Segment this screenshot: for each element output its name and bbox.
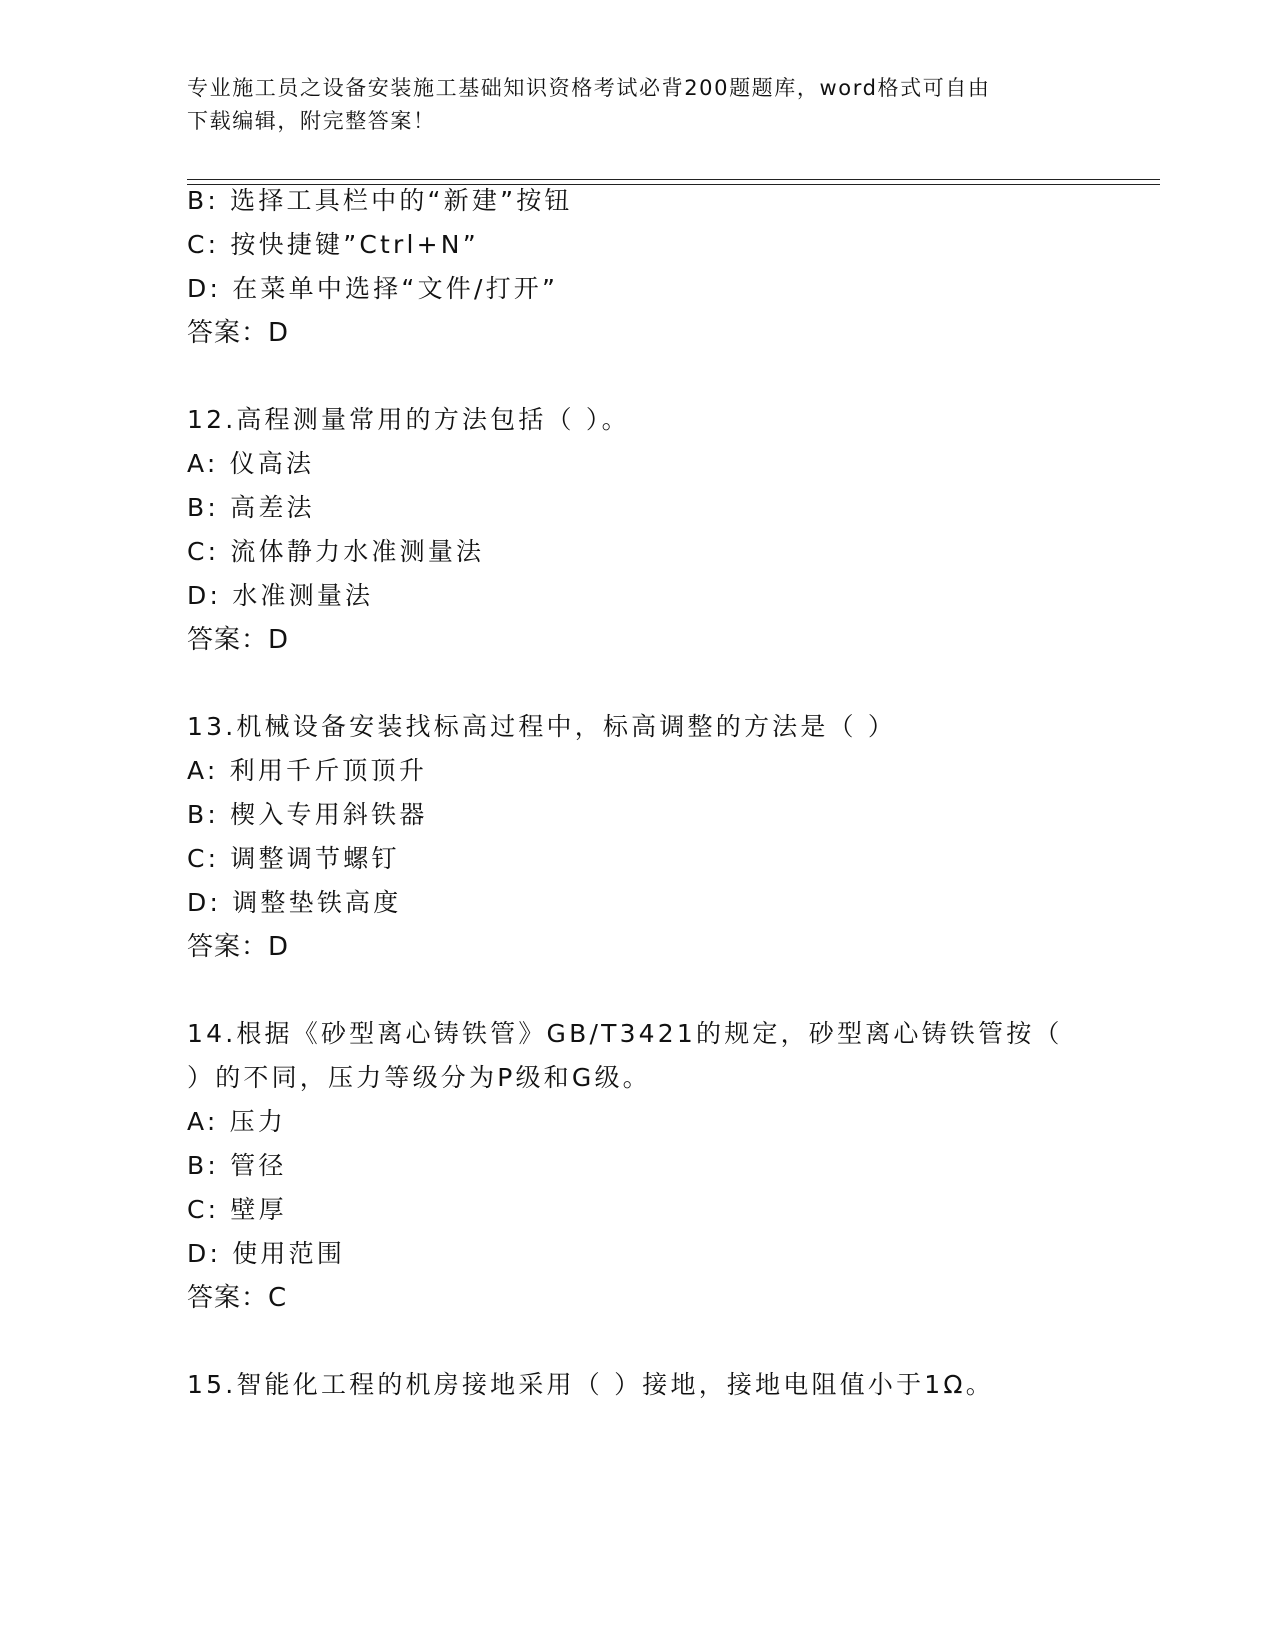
q11-option-d: D: 在菜单中选择“文件/打开”	[187, 274, 559, 303]
q14-stem-line-1: 14.根据《砂型离心铸铁管》GB/T3421的规定，砂型离心铸铁管按（	[187, 1019, 1063, 1048]
q14-option-a: A: 压力	[187, 1107, 287, 1136]
q15-stem: 15.智能化工程的机房接地采用（ ）接地，接地电阻值小于1Ω。	[187, 1370, 994, 1399]
q11-option-b: B: 选择工具栏中的“新建”按钮	[187, 186, 573, 215]
q14-answer: 答案：C	[187, 1283, 288, 1313]
q14-option-b: B: 管径	[187, 1151, 287, 1180]
q11-option-c: C: 按快捷键”Ctrl+N”	[187, 230, 479, 259]
header-line-2: 下载编辑，附完整答案！	[187, 109, 436, 133]
q13-option-b: B: 楔入专用斜铁器	[187, 800, 428, 829]
q11-answer: 答案：D	[187, 318, 290, 348]
q14-option-d: D: 使用范围	[187, 1239, 346, 1268]
q13-stem: 13.机械设备安装找标高过程中，标高调整的方法是（ ）	[187, 712, 897, 741]
header-line-1: 专业施工员之设备安装施工基础知识资格考试必背200题题库，word格式可自由	[187, 76, 991, 100]
q12-option-b: B: 高差法	[187, 493, 315, 522]
q13-answer: 答案：D	[187, 932, 290, 962]
header-divider-bottom	[187, 184, 1160, 185]
q12-stem: 12.高程测量常用的方法包括（ ）。	[187, 405, 630, 434]
q13-option-d: D: 调整垫铁高度	[187, 888, 402, 917]
document-header	[187, 72, 1087, 138]
header-divider-top	[187, 179, 1160, 180]
q13-option-a: A: 利用千斤顶顶升	[187, 756, 428, 785]
q12-answer: 答案：D	[187, 625, 290, 655]
q12-option-d: D: 水准测量法	[187, 581, 374, 610]
q12-option-a: A: 仪高法	[187, 449, 315, 478]
q13-option-c: C: 调整调节螺钉	[187, 844, 400, 873]
q14-option-c: C: 壁厚	[187, 1195, 287, 1224]
q14-stem-line-2: ）的不同，压力等级分为P级和G级。	[187, 1063, 651, 1092]
q12-option-c: C: 流体静力水准测量法	[187, 537, 485, 566]
